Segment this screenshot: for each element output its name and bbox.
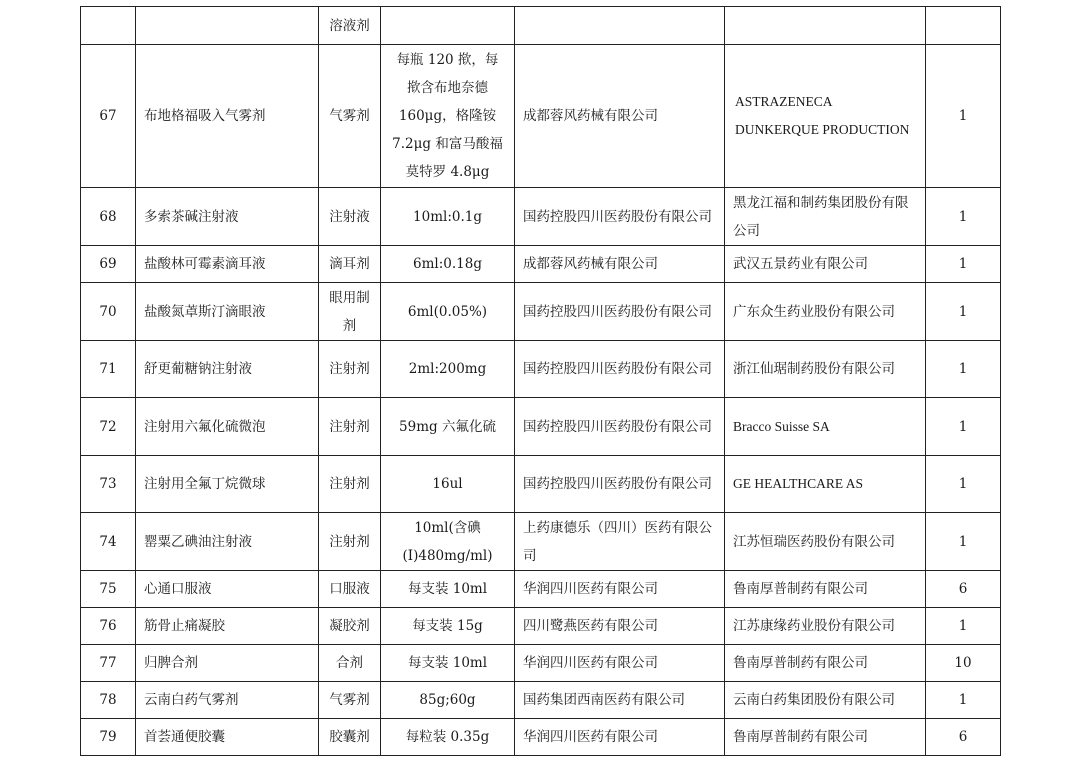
table-row: [81, 513, 1001, 571]
manufacturer-name-cell: [725, 7, 926, 45]
row-number-cell: 74: [81, 513, 136, 571]
manufacturer-name-cell: Bracco Suisse SA: [725, 398, 926, 456]
dosage-form-cell: 溶液剂: [319, 7, 381, 45]
distributor-name-cell: 国药控股四川医药股份有限公司: [515, 188, 725, 246]
quantity-cell: 6: [926, 719, 1001, 756]
distributor-name-cell: 国药控股四川医药股份有限公司: [515, 398, 725, 456]
table-row: [81, 719, 1001, 756]
manufacturer-name-cell: 鲁南厚普制药有限公司: [725, 645, 926, 682]
dosage-form-cell: 注射剂: [319, 456, 381, 513]
distributor-name-cell: 华润四川医药有限公司: [515, 571, 725, 608]
dosage-form-cell: 滴耳剂: [319, 246, 381, 283]
quantity-cell: 1: [926, 456, 1001, 513]
drug-name-cell: 心通口服液: [136, 571, 319, 608]
dosage-form-cell: 注射剂: [319, 398, 381, 456]
table-row: [81, 645, 1001, 682]
row-number-cell: 79: [81, 719, 136, 756]
distributor-name-cell: [515, 7, 725, 45]
dosage-form-cell: 气雾剂: [319, 45, 381, 188]
drug-name-cell: 多索茶碱注射液: [136, 188, 319, 246]
drug-name-cell: 首荟通便胶囊: [136, 719, 319, 756]
specification-cell: 6ml(0.05%): [381, 283, 515, 341]
specification-cell: 6ml:0.18g: [381, 246, 515, 283]
drug-name-cell: 注射用六氟化硫微泡: [136, 398, 319, 456]
row-number-cell: 68: [81, 188, 136, 246]
specification-cell: 2ml:200mg: [381, 341, 515, 398]
dosage-form-cell: 注射剂: [319, 513, 381, 571]
dosage-form-cell: 凝胶剂: [319, 608, 381, 645]
row-number-cell: 72: [81, 398, 136, 456]
specification-cell: 85g;60g: [381, 682, 515, 719]
table-row: [81, 456, 1001, 513]
table-row: [81, 7, 1001, 45]
row-number-cell: 67: [81, 45, 136, 188]
row-number-cell: 76: [81, 608, 136, 645]
dosage-form-cell: 注射剂: [319, 341, 381, 398]
quantity-cell: 1: [926, 682, 1001, 719]
specification-cell: [381, 7, 515, 45]
drug-name-cell: 归脾合剂: [136, 645, 319, 682]
specification-cell: 每支装 10ml: [381, 571, 515, 608]
distributor-name-cell: 国药集团西南医药有限公司: [515, 682, 725, 719]
specification-cell: 59mg 六氟化硫: [381, 398, 515, 456]
table-row: [81, 283, 1001, 341]
row-number-cell: 75: [81, 571, 136, 608]
distributor-name-cell: 四川鹭燕医药有限公司: [515, 608, 725, 645]
manufacturer-name-cell: 鲁南厚普制药有限公司: [725, 719, 926, 756]
table-body: [81, 7, 1001, 756]
manufacturer-name-cell: 广东众生药业股份有限公司: [725, 283, 926, 341]
drug-name-cell: [136, 7, 319, 45]
drug-name-cell: 注射用全氟丁烷微球: [136, 456, 319, 513]
dosage-form-cell: 胶囊剂: [319, 719, 381, 756]
manufacturer-name-cell: 江苏康缘药业股份有限公司: [725, 608, 926, 645]
quantity-cell: 1: [926, 283, 1001, 341]
table-row: [81, 188, 1001, 246]
manufacturer-name-cell: ASTRAZENECA DUNKERQUE PRODUCTION: [725, 45, 926, 188]
distributor-name-cell: 成都蓉风药械有限公司: [515, 246, 725, 283]
quantity-cell: 1: [926, 398, 1001, 456]
distributor-name-cell: 上药康德乐（四川）医药有限公司: [515, 513, 725, 571]
row-number-cell: 69: [81, 246, 136, 283]
specification-cell: 10ml(含碘(I)480mg/ml): [381, 513, 515, 571]
table-row: [81, 608, 1001, 645]
table-row: [81, 398, 1001, 456]
specification-cell: 每粒装 0.35g: [381, 719, 515, 756]
quantity-cell: 1: [926, 188, 1001, 246]
distributor-name-cell: 国药控股四川医药股份有限公司: [515, 456, 725, 513]
row-number-cell: 71: [81, 341, 136, 398]
table-row: [81, 246, 1001, 283]
drug-name-cell: 盐酸林可霉素滴耳液: [136, 246, 319, 283]
quantity-cell: [926, 7, 1001, 45]
row-number-cell: 78: [81, 682, 136, 719]
quantity-cell: 1: [926, 513, 1001, 571]
manufacturer-name-cell: 鲁南厚普制药有限公司: [725, 571, 926, 608]
table-row: [81, 45, 1001, 188]
distributor-name-cell: 成都蓉风药械有限公司: [515, 45, 725, 188]
distributor-name-cell: 华润四川医药有限公司: [515, 645, 725, 682]
drug-table: [80, 6, 1001, 756]
distributor-name-cell: 国药控股四川医药股份有限公司: [515, 283, 725, 341]
distributor-name-cell: 国药控股四川医药股份有限公司: [515, 341, 725, 398]
specification-cell: 每支装 10ml: [381, 645, 515, 682]
specification-cell: 每支装 15g: [381, 608, 515, 645]
row-number-cell: 70: [81, 283, 136, 341]
manufacturer-name-cell: 云南白药集团股份有限公司: [725, 682, 926, 719]
table-row: [81, 682, 1001, 719]
dosage-form-cell: 气雾剂: [319, 682, 381, 719]
row-number-cell: [81, 7, 136, 45]
drug-name-cell: 筋骨止痛凝胶: [136, 608, 319, 645]
manufacturer-name-cell: 江苏恒瑞医药股份有限公司: [725, 513, 926, 571]
quantity-cell: 6: [926, 571, 1001, 608]
quantity-cell: 1: [926, 246, 1001, 283]
quantity-cell: 1: [926, 608, 1001, 645]
manufacturer-name-cell: GE HEALTHCARE AS: [725, 456, 926, 513]
manufacturer-name-cell: 浙江仙琚制药股份有限公司: [725, 341, 926, 398]
dosage-form-cell: 口服液: [319, 571, 381, 608]
quantity-cell: 1: [926, 45, 1001, 188]
dosage-form-cell: 眼用制剂: [319, 283, 381, 341]
table-row: [81, 571, 1001, 608]
specification-cell: 10ml:0.1g: [381, 188, 515, 246]
quantity-cell: 10: [926, 645, 1001, 682]
specification-cell: 每瓶 120 揿，每揿含布地奈德160μg，格隆铵7.2μg 和富马酸福莫特罗 4.8μg: [381, 45, 515, 188]
distributor-name-cell: 华润四川医药有限公司: [515, 719, 725, 756]
specification-cell: 16ul: [381, 456, 515, 513]
row-number-cell: 77: [81, 645, 136, 682]
drug-name-cell: 盐酸氮䓬斯汀滴眼液: [136, 283, 319, 341]
drug-name-cell: 罂粟乙碘油注射液: [136, 513, 319, 571]
drug-name-cell: 云南白药气雾剂: [136, 682, 319, 719]
quantity-cell: 1: [926, 341, 1001, 398]
dosage-form-cell: 注射液: [319, 188, 381, 246]
manufacturer-name-cell: 黑龙江福和制药集团股份有限公司: [725, 188, 926, 246]
drug-name-cell: 舒更葡糖钠注射液: [136, 341, 319, 398]
dosage-form-cell: 合剂: [319, 645, 381, 682]
row-number-cell: 73: [81, 456, 136, 513]
manufacturer-name-cell: 武汉五景药业有限公司: [725, 246, 926, 283]
table-row: [81, 341, 1001, 398]
drug-name-cell: 布地格福吸入气雾剂: [136, 45, 319, 188]
